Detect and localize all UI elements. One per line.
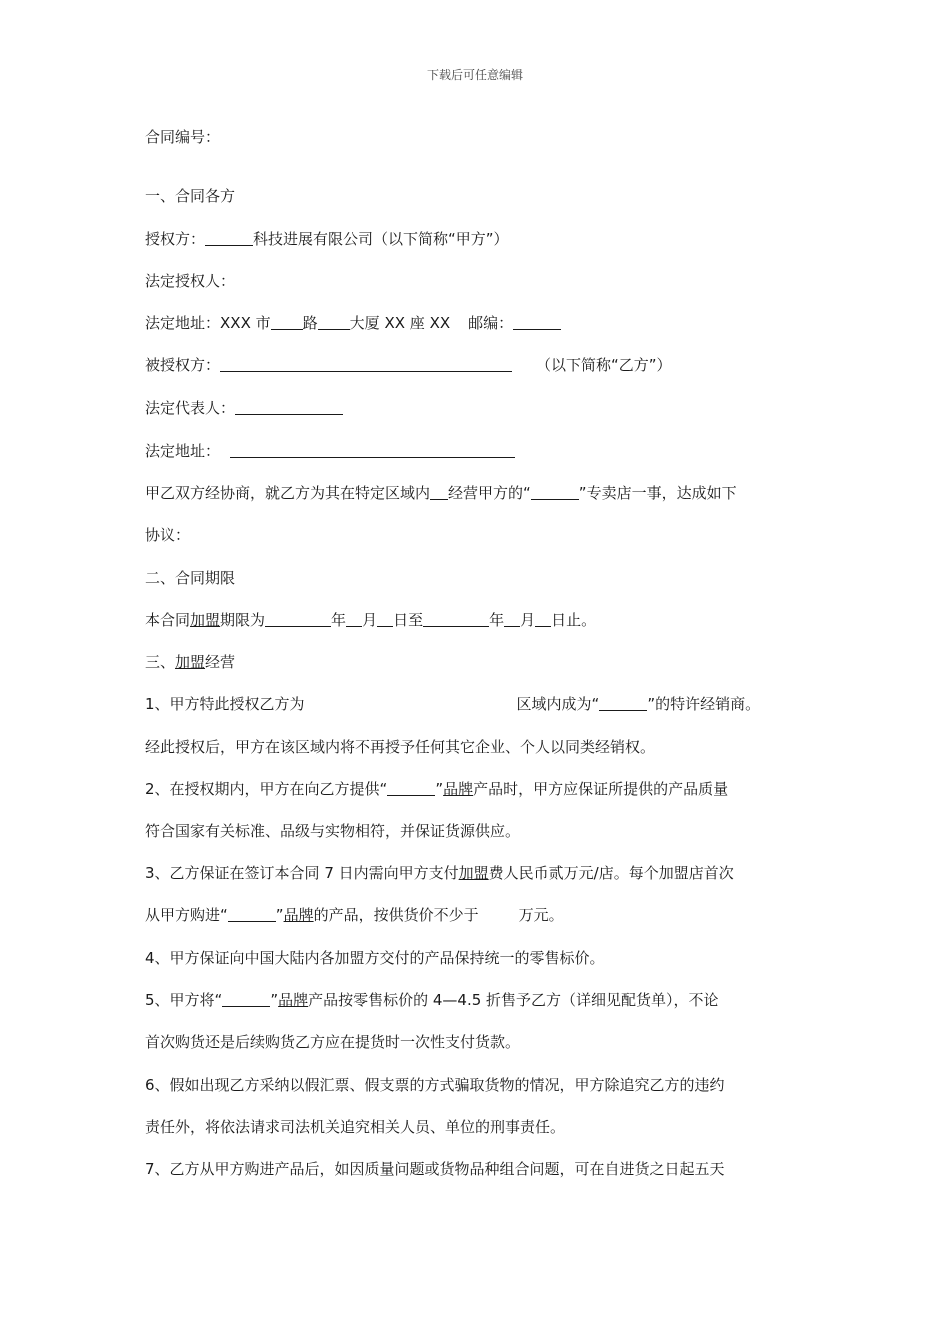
clause3-brand-blank	[228, 906, 276, 922]
clause-3-line-2: 从甲方购进“ ”品牌的产品，按供货价不少于 万元。	[145, 906, 564, 924]
licensor-name-blank	[205, 230, 253, 246]
clause5-brand-blank	[222, 991, 270, 1007]
road-blank	[271, 314, 303, 330]
clause1-brand-blank	[599, 695, 647, 711]
start-day-blank	[377, 611, 393, 627]
end-month-blank	[504, 611, 520, 627]
clause-1-line-1: 1、甲方特此授权乙方为 区域内成为“ ”的特许经销商。	[145, 695, 761, 713]
licensee-line: 被授权方： （以下简称“乙方”）	[145, 356, 672, 374]
clause-5-line-1: 5、甲方将“ ”品牌产品按零售标价的 4—4.5 折售予乙方（详细见配货单），不论	[145, 991, 719, 1009]
section-3-title: 三、加盟经营	[145, 653, 236, 671]
section-1-title: 一、合同各方	[145, 187, 236, 205]
clause-3-line-1: 3、乙方保证在签订本合同 7 日内需向甲方支付加盟费人民币贰万元/店。每个加盟店首次	[145, 864, 734, 882]
intro-line-2: 协议：	[145, 526, 191, 544]
clause-2-line-2: 符合国家有关标准、品级与实物相符，并保证货源供应。	[145, 822, 521, 840]
end-year-blank	[423, 611, 489, 627]
contract-number-label: 合同编号：	[145, 128, 221, 146]
clause-7-line-1: 7、乙方从甲方购进产品后，如因质量问题或货物品种组合问题，可在自进货之日起五天	[145, 1160, 725, 1178]
clause-5-line-2: 首次购货还是后续购货乙方应在提货时一次性支付货款。	[145, 1033, 521, 1051]
legal-representative-line: 法定代表人：	[145, 397, 810, 419]
licensor-address-line: 法定地址：XXX 市 路 大厦 XX 座 XX 邮编：	[145, 312, 810, 334]
term-line: 本合同加盟期限为 年 月 日至 年 月 日止。	[145, 611, 597, 629]
licensee-name-blank	[220, 356, 512, 372]
section-2-title: 二、合同期限	[145, 569, 236, 587]
intro-line-1: 甲乙双方经协商，就乙方为其在特定区域内 经营甲方的“ ”专卖店一事，达成如下	[145, 484, 737, 502]
legal-rep-blank	[235, 399, 343, 415]
licensor-line: 授权方： 科技进展有限公司（以下简称“甲方”）	[145, 230, 509, 248]
clause-1-line-2: 经此授权后，甲方在该区域内将不再授予任何其它企业、个人以同类经销权。	[145, 738, 656, 756]
legal-licensor-label: 法定授权人：	[145, 272, 236, 290]
clause-6-line-2: 责任外，将依法请求司法机关追究相关人员、单位的刑事责任。	[145, 1118, 566, 1136]
licensee-address-line: 法定地址：	[145, 440, 810, 462]
header-note: 下载后可任意编辑	[426, 68, 523, 82]
start-year-blank	[265, 611, 331, 627]
clause2-brand-blank	[387, 780, 435, 796]
region-blank	[430, 484, 448, 500]
end-day-blank	[535, 611, 551, 627]
licensee-address-blank	[230, 442, 515, 458]
clause-6-line-1: 6、假如出现乙方采纳以假汇票、假支票的方式骗取货物的情况，甲方除追究乙方的违约	[145, 1076, 725, 1094]
clause-4: 4、甲方保证向中国大陆内各加盟方交付的产品保持统一的零售标价。	[145, 949, 605, 967]
postcode-blank	[513, 314, 561, 330]
building-blank	[318, 314, 350, 330]
start-month-blank	[346, 611, 362, 627]
clause-2-line-1: 2、在授权期内，甲方在向乙方提供“ ”品牌产品时，甲方应保证所提供的产品质量	[145, 780, 729, 798]
store-brand-blank	[531, 484, 579, 500]
